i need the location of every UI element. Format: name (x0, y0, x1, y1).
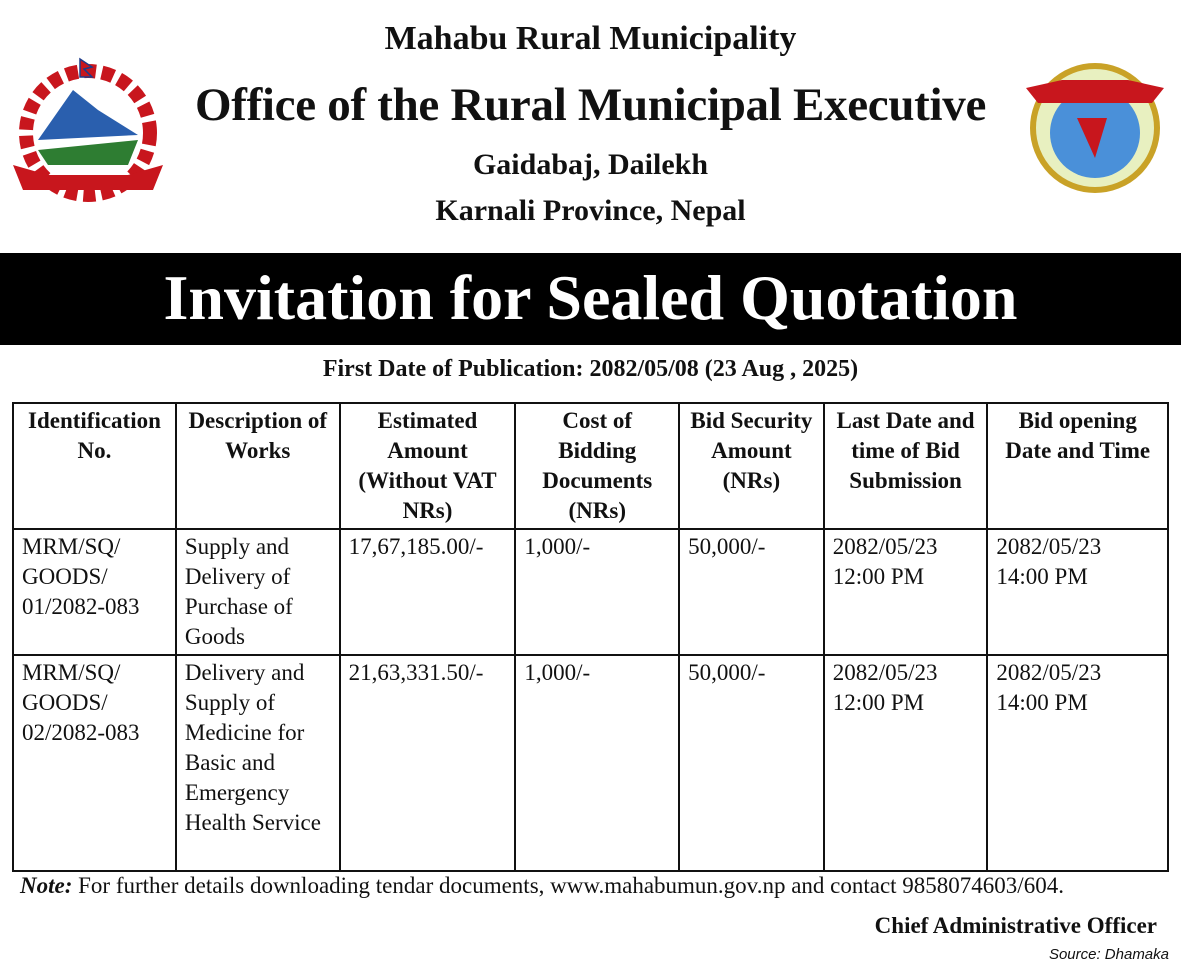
header-cell: Description of Works (176, 403, 340, 529)
source: Source: Dhamaka (1048, 946, 1169, 963)
header-cell: Identification No. (13, 403, 176, 529)
publication-date: First Date of Publication: 2082/05/08 (23 Aug , 2025) (322, 356, 859, 382)
cell: 2082/05/23 14:00 PM (987, 529, 1168, 655)
cell: 1,000/- (515, 529, 679, 655)
quotation-table (12, 402, 1169, 872)
header-cell: Cost of Bidding Documents (NRs) (515, 403, 679, 529)
location: Gaidabaj, Dailekh (472, 148, 709, 181)
note (20, 873, 1064, 899)
cell: 1,000/- (515, 655, 679, 871)
notice-title-banner: Invitation for Sealed Quotation (0, 253, 1181, 345)
cell: 17,67,185.00/- (340, 529, 516, 655)
table-row (13, 655, 1168, 871)
table-row (13, 529, 1168, 655)
cell: 50,000/- (679, 529, 824, 655)
cell: 21,63,331.50/- (340, 655, 516, 871)
cell: 2082/05/23 12:00 PM (824, 655, 988, 871)
cell: MRM/SQ/ GOODS/ 01/2082-083 (13, 529, 176, 655)
cell: 2082/05/23 14:00 PM (987, 655, 1168, 871)
header-cell: Bid Security Amount (NRs) (679, 403, 824, 529)
signatory: Chief Administrative Officer (874, 913, 1157, 938)
cell: 50,000/- (679, 655, 824, 871)
header-cell: Last Date and time of Bid Submission (824, 403, 988, 529)
cell: MRM/SQ/ GOODS/ 02/2082-083 (13, 655, 176, 871)
province: Karnali Province, Nepal (435, 194, 746, 227)
cell: 2082/05/23 12:00 PM (824, 529, 988, 655)
office-name: Office of the Rural Municipal Executive (194, 79, 987, 131)
table-header-row (13, 403, 1168, 529)
header-cell: Estimated Amount (Without VAT NRs) (340, 403, 516, 529)
cell: Supply and Delivery of Purchase of Goods (176, 529, 340, 655)
municipality-name: Mahabu Rural Municipality (384, 20, 797, 57)
header-cell: Bid opening Date and Time (987, 403, 1168, 529)
cell: Delivery and Supply of Medicine for Basic and Emergency Health Service (176, 655, 340, 871)
note-text: For further details downloading tendar documents, www.mahabumun.gov.np and contact 9858074603/604. (72, 873, 1064, 898)
note-label: Note: (20, 873, 73, 898)
